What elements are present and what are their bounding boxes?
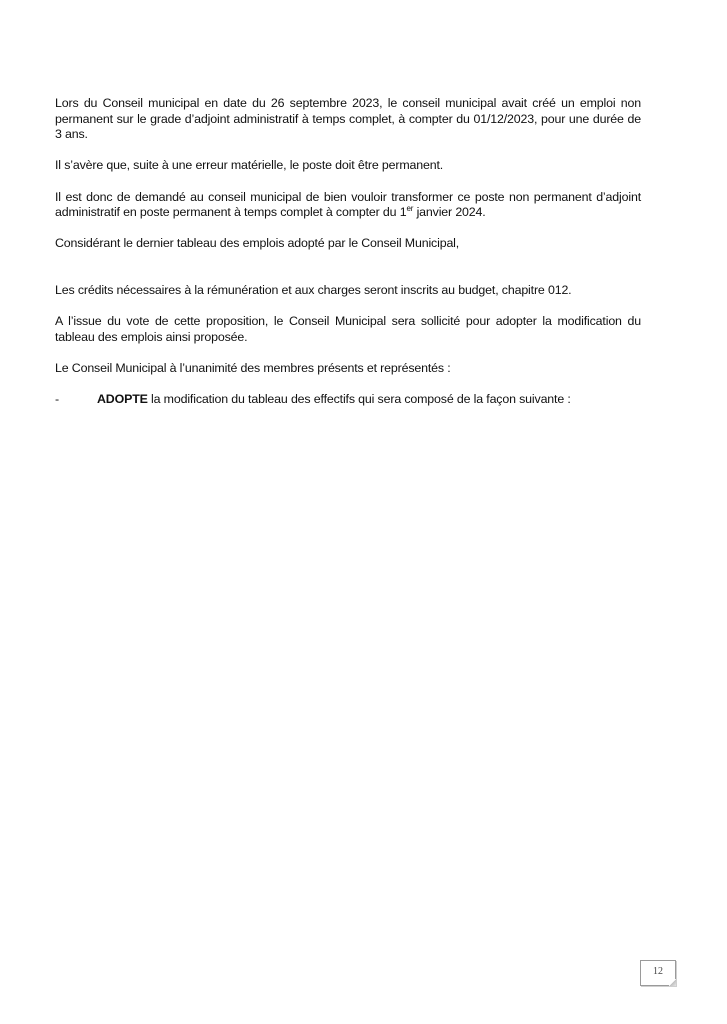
paragraph-erreur-materielle: Il s’avère que, suite à une erreur matérielle, le poste doit être permanent. (55, 158, 444, 173)
bullet-adopte-rest: la modification du tableau des effectifs qui sera composé de la façon suivante : (147, 392, 571, 407)
paragraph-transformation-poste (55, 190, 641, 221)
paragraph-unanimite: Le Conseil Municipal à l’unanimité des membres présents et représentés : (55, 361, 451, 376)
bullet-adopte (55, 392, 641, 408)
paragraph-transformation-text: Il est donc de demandé au conseil municipal de bien vouloir transformer ce poste non permanent d’adjoint administratif en poste permanent à temps complet à compter du 1 (55, 189, 641, 220)
page-number: 12 (653, 966, 663, 977)
superscript-er: er (406, 204, 414, 214)
spacer (55, 268, 641, 284)
page-number-box (640, 960, 676, 986)
paragraph-creation-emploi: Lors du Conseil municipal en date du 26 septembre 2023, le conseil municipal avait créé un emploi non permanent sur le grade d’adjoint administratif à temps complet, à compter du 01/12/2023, pour une durée de 3 ans. (55, 96, 641, 142)
document-body (55, 96, 641, 408)
paragraph-credits: Les crédits nécessaires à la rémunération et aux charges seront inscrits au budget, chapitre 012. (55, 283, 572, 298)
paragraph-vote: A l’issue du vote de cette proposition, le Conseil Municipal sera sollicité pour adopter la modification du tableau des emplois ainsi proposée. (55, 314, 641, 344)
bullet-adopte-text (97, 392, 571, 408)
paragraph-transformation-date: janvier 2024. (413, 205, 486, 220)
bullet-dash: - (55, 392, 59, 407)
paragraph-considerant: Considérant le dernier tableau des emplois adopté par le Conseil Municipal, (55, 236, 460, 251)
bold-adopte: ADOPTE (97, 392, 148, 407)
